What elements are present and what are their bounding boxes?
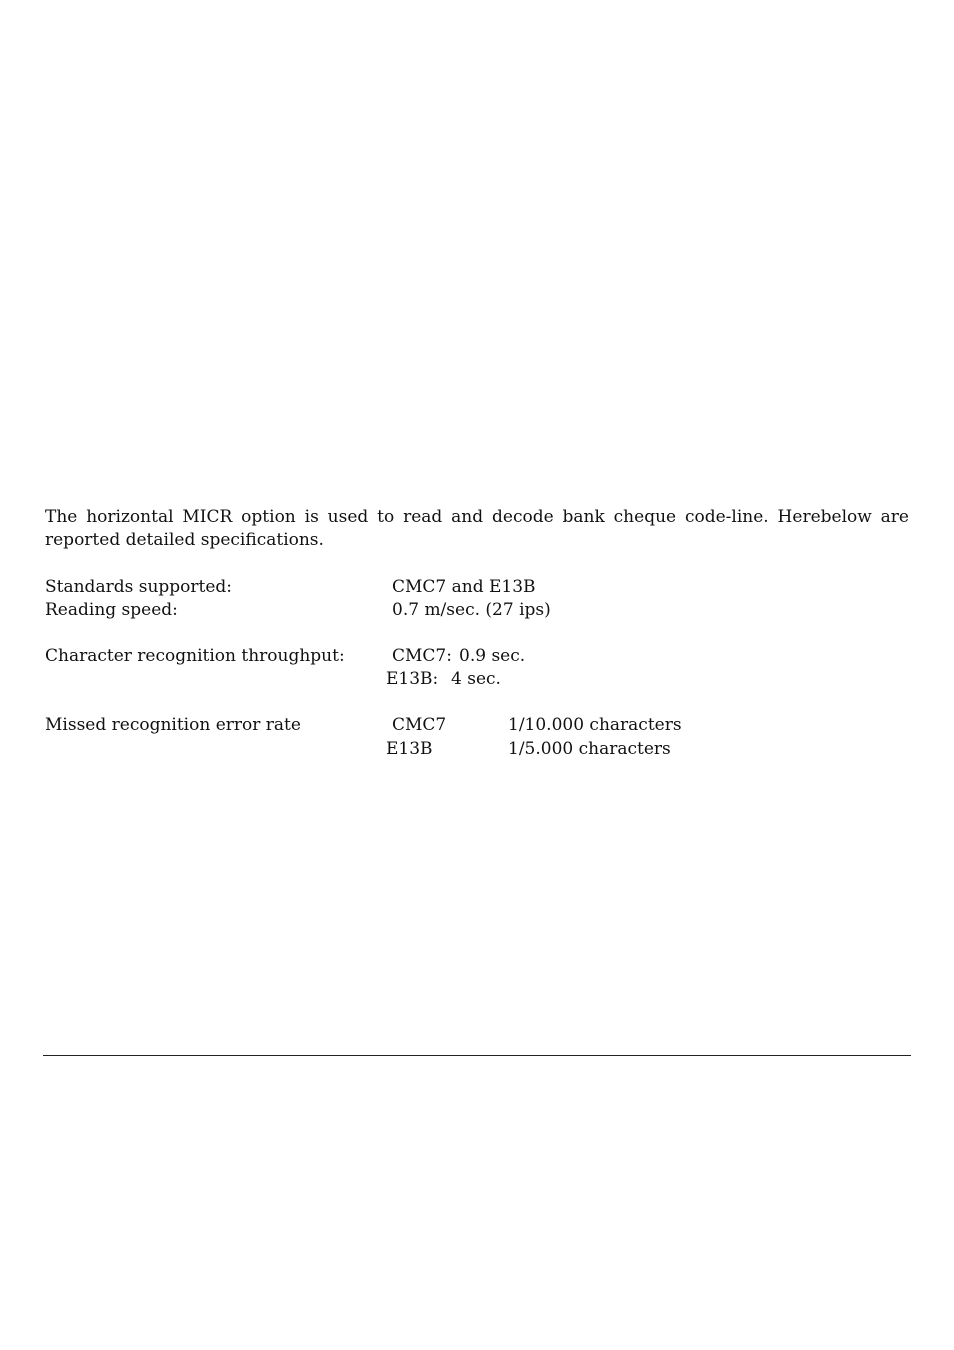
error-rate-code-cmc7: CMC7 <box>392 715 447 735</box>
error-rate-code-e13b: E13B <box>386 739 433 759</box>
spec-label-reading-speed: Reading speed: <box>45 600 178 620</box>
error-rate-value-cmc7: 1/10.000 characters <box>508 715 682 735</box>
throughput-code-e13b: E13B: <box>386 669 439 689</box>
error-rate-value-e13b: 1/5.000 characters <box>508 739 671 759</box>
spec-label-standards: Standards supported: <box>45 577 233 597</box>
intro-paragraph: The horizontal MICR option is used to read and decode bank cheque code-line. Herebelow are reported detailed specifications. <box>45 507 909 550</box>
throughput-value-cmc7: 0.9 sec. <box>459 646 526 666</box>
footer-divider <box>43 1055 911 1056</box>
spec-label-throughput: Character recognition throughput: <box>45 646 345 666</box>
throughput-value-e13b: 4 sec. <box>451 669 501 689</box>
spec-value-reading-speed: 0.7 m/sec. (27 ips) <box>392 600 551 620</box>
throughput-code-cmc7: CMC7: <box>392 646 452 666</box>
spec-value-standards: CMC7 and E13B <box>392 577 536 597</box>
spec-label-error-rate: Missed recognition error rate <box>45 715 301 735</box>
